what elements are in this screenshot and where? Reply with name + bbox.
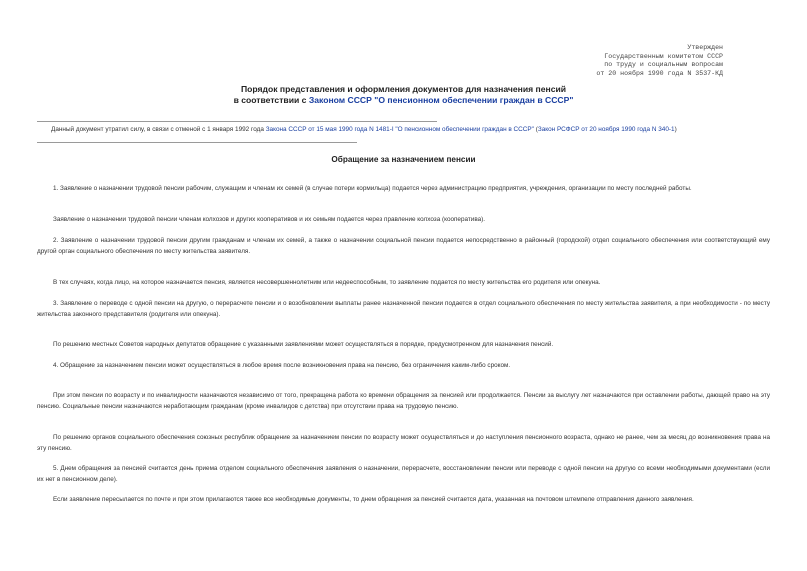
title-line-1: Порядок представления и оформления документов для назначения пенсий [240, 84, 567, 94]
paragraph: 1. Заявление о назначении трудовой пенсии рабочим, служащим и членам их семей (в случае потери кормильца) подается через администрацию предприятия, учреждения, организации по месту последней работы. [53, 185, 692, 192]
paragraph: В тех случаях, когда лицо, на которое назначается пенсия, является несовершеннолетним или недееспособным, то заявление подается по месту жительства его родителя или опекуна. [53, 279, 601, 286]
approval-block [596, 44, 723, 78]
document-title [0, 84, 807, 106]
paragraph: Если заявление пересылается по почте и при этом прилагаются также все необходимые документы, то днем обращения за пенсией считается дата, указанная на почтовом штемпеле отправления данного заявления. [53, 496, 694, 503]
paragraph: 2. Заявление о назначении трудовой пенсии другим гражданам и членам их семей, а также о назначении социальной пенсии подается непосредственно в районный (городской) отдел социального обеспечения или соответствующий ему другой орган социального обеспечения по месту жительства заявителя. [37, 237, 770, 255]
paragraph: По решению местных Советов народных депутатов обращение с указанными заявлениями может осуществляться в порядке, предусмотренном для назначения пенсий. [53, 341, 554, 348]
paragraph: 4. Обращение за назначением пенсии может осуществляться в любое время после возникновения права на пенсию, без ограничения каким-либо сроком. [53, 362, 511, 369]
notice-paren-open: ( [533, 126, 538, 133]
law-link[interactable]: Законом СССР "О пенсионном обеспечении граждан в СССР" [308, 95, 574, 105]
paragraph: При этом пенсии по возрасту и по инвалидности назначаются независимо от того, прекращена работа ко времени обращения за пенсией или продолжается. Пенсии за выслугу лет назначаются при оставлении работы, дающей право на эту пенсию. Социальные пенсии назначаются неработающим гражданам (кроме инвалидов с детства) при отсутствии права на трудовую пенсию. [37, 392, 770, 410]
paragraph: 5. Днем обращения за пенсией считается день приема отделом социального обеспечения заявления о назначении, перерасчете, восстановлении пенсии или переводе с одной пенсии на другую со всеми необходимыми документами (если их нет в пенсионном деле). [37, 465, 770, 483]
notice-text: Данный документ утратил силу, в связи с отменой с 1 января 1992 года [51, 126, 266, 133]
notice-top-divider [37, 121, 437, 122]
paragraph: Заявление о назначении трудовой пенсии членам колхозов и других кооперативов и их семьям подается через правление колхоза (кооператива). [53, 216, 486, 223]
notice-paren-close: ) [674, 126, 677, 133]
approval-line: от 20 ноября 1990 года N 3537-КД [596, 69, 723, 77]
notice-law-link[interactable]: Закона СССР от 15 мая 1990 года N 1481-I "О пенсионном обеспечении граждан в СССР" [265, 126, 534, 133]
notice-bottom-divider [37, 142, 357, 143]
notice-rsfsr-link[interactable]: Закон РСФСР от 20 ноября 1990 года N 340-1 [537, 126, 675, 133]
approval-line: по труду и социальным вопросам [604, 61, 723, 69]
paragraph: По решению органов социального обеспечения союзных республик обращение за назначением пенсии по возрасту может осуществляться и до наступления пенсионного возраста, однако не ранее, чем за месяц до возникновения права на эту пенсию. [37, 434, 770, 452]
section-heading: Обращение за назначением пенсии [331, 155, 476, 164]
repeal-notice [51, 125, 771, 134]
approval-line: Утвержден [687, 44, 723, 51]
title-line-2 [0, 95, 807, 106]
approval-line: Государственным комитетом СССР [604, 52, 723, 60]
paragraph: 3. Заявление о переводе с одной пенсии на другую, о перерасчете пенсии и о возобновлении выплаты ранее назначенной пенсии подается в отдел социального обеспечения по месту жительства заявителя, а при необходимости - по месту жительства законного представителя (родителя или опекуна). [37, 300, 770, 318]
title-prefix: в соответствии с [233, 95, 309, 105]
